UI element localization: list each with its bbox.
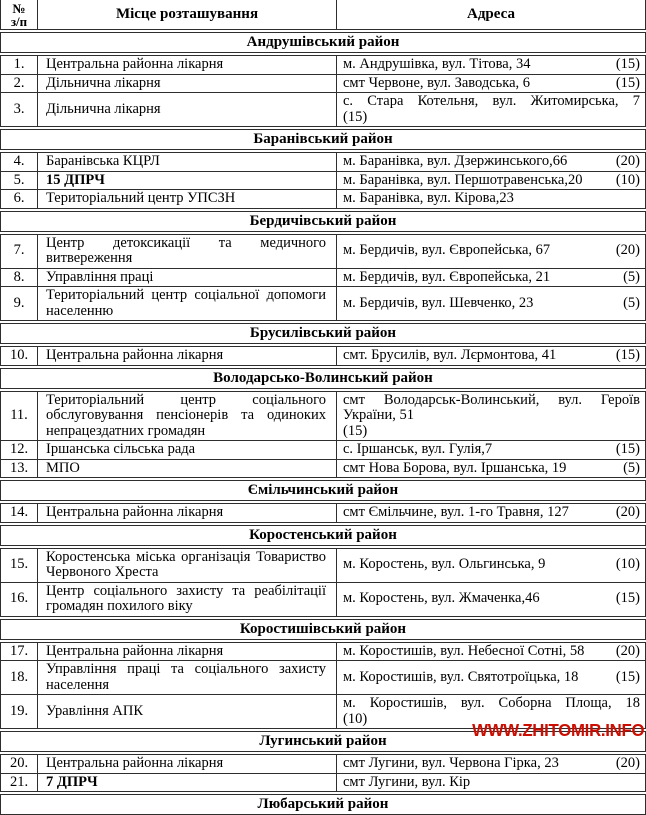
capacity: (20) (615, 504, 640, 520)
address-cell (337, 347, 645, 365)
table-row (1, 582, 645, 616)
address-text: м. Баранівка, вул. Кірова,23 (343, 190, 514, 206)
place-text: 7 ДПРЧ (46, 773, 98, 790)
place-text: Дільнична лікарня (46, 74, 161, 91)
address-cell (337, 460, 645, 478)
address-cell (337, 172, 645, 190)
address-cell (337, 774, 645, 792)
address-cell (337, 392, 645, 441)
watermark: WWW.ZHITOMIR.INFO (471, 720, 644, 740)
row-number-cell (1, 441, 38, 459)
place-text: Управління праці (46, 268, 154, 285)
place-cell (38, 190, 337, 208)
place-cell (38, 460, 337, 478)
capacity: (15) (343, 422, 368, 439)
table-row (1, 74, 645, 93)
table-header-row (0, 0, 646, 30)
place-cell (38, 643, 337, 661)
capacity: (10) (615, 556, 640, 573)
place-cell (38, 661, 337, 694)
address-cell (337, 56, 645, 74)
district-header: Любарський район (0, 794, 646, 815)
column-header-address: Адреса (467, 6, 515, 22)
address-cell (337, 269, 645, 287)
row-number: 20. (9, 755, 29, 771)
address-text: с. Іршанськ, вул. Гулія,7 (343, 441, 493, 457)
capacity: (20) (615, 755, 640, 771)
place-text: Баранівська КЦРЛ (46, 153, 160, 169)
district-header: Лугинський район (0, 731, 646, 752)
row-number: 11. (10, 407, 28, 423)
place-cell (38, 392, 337, 441)
place-text: Територіальний центр соціального обслуговування пенсіонерів та одиноких непрацездатних громадян (46, 391, 326, 439)
capacity: (15) (615, 590, 640, 607)
rows-group (0, 503, 646, 523)
table-row (1, 392, 645, 441)
row-number: 2. (13, 74, 25, 91)
place-cell (38, 695, 337, 728)
place-text: Центральна районна лікарня (46, 56, 224, 72)
district-header: Андрушівський район (0, 32, 646, 53)
place-text: Іршанська сільська рада (46, 441, 196, 457)
rows-group (0, 234, 646, 322)
rows-group (0, 346, 646, 366)
capacity: (15) (615, 74, 640, 91)
address-text: м. Баранівка, вул. Дзержинського,66 (343, 153, 568, 169)
address-cell (337, 153, 645, 171)
address-cell (337, 235, 645, 268)
table-row (1, 235, 645, 268)
table-row (1, 56, 645, 74)
address-text: м. Коростишів, вул. Святотроїцька, 18 (343, 668, 579, 685)
row-number: 3. (13, 100, 25, 117)
place-cell (38, 269, 337, 287)
place-text: Центральна районна лікарня (46, 347, 224, 363)
address-text: м. Коростишів, вул. Небесної Сотні, 58 (343, 642, 585, 659)
column-header-num-line2: з/п (10, 13, 28, 29)
address-text: смт Нова Борова, вул. Іршанська, 19 (343, 459, 567, 476)
district-header: Коростишівський район (0, 619, 646, 640)
row-number-cell (1, 347, 38, 365)
capacity: (20) (615, 242, 640, 259)
place-text: МПО (46, 459, 80, 476)
district-header: Бердичівський район (0, 211, 646, 232)
place-cell (38, 75, 337, 93)
place-cell (38, 347, 337, 365)
row-number-cell (1, 93, 38, 126)
address-text: м. Бердичів, вул. Європейська, 67 (343, 242, 551, 259)
table-row (1, 268, 645, 287)
address-text: м. Коростень, вул. Жмаченка,46 (343, 590, 540, 607)
address-cell (337, 441, 645, 459)
address-text: смт Ємільчине, вул. 1-го Травня, 127 (343, 504, 569, 520)
capacity: (15) (615, 441, 640, 457)
capacity: (10) (343, 710, 368, 727)
row-number: 15. (9, 556, 29, 573)
address-cell (337, 549, 645, 582)
table-row (1, 549, 645, 582)
rows-group (0, 55, 646, 127)
place-text: Центр детоксикації та медичного витвереження (46, 234, 326, 266)
row-number-cell (1, 269, 38, 287)
table-row (1, 459, 645, 478)
address-text: смт Лугини, вул. Кір (343, 773, 471, 790)
rows-group (0, 548, 646, 617)
row-number: 9. (13, 294, 25, 311)
row-number-cell (1, 504, 38, 522)
row-number-cell (1, 153, 38, 171)
row-number-cell (1, 695, 38, 728)
row-number-cell (1, 172, 38, 190)
address-text: смт Лугини, вул. Червона Гірка, 23 (343, 755, 559, 771)
place-cell (38, 549, 337, 582)
address-text: смт Червоне, вул. Заводська, 6 (343, 74, 531, 91)
district-header: Коростенський район (0, 525, 646, 546)
capacity: (15) (615, 56, 640, 72)
column-header-num-line1: № (12, 0, 26, 16)
place-cell (38, 56, 337, 74)
table-body (0, 32, 646, 815)
row-number-cell (1, 75, 38, 93)
table-row (1, 92, 645, 126)
address-text: смт. Брусилів, вул. Лєрмонтова, 41 (343, 347, 557, 363)
capacity: (15) (615, 668, 640, 685)
place-text: Центр соціального захисту та реабілітації громадян похилого віку (46, 582, 326, 614)
row-number: 17. (9, 642, 29, 659)
place-text: Центральна районна лікарня (46, 504, 224, 520)
row-number-cell (1, 643, 38, 661)
address-text: м. Баранівка, вул. Першотравенська,20 (343, 171, 583, 188)
place-cell (38, 774, 337, 792)
capacity: (15) (343, 108, 368, 125)
table-row (1, 286, 645, 320)
row-number-cell (1, 774, 38, 792)
capacity: (5) (623, 294, 640, 311)
row-number: 13. (9, 459, 29, 476)
row-number-cell (1, 235, 38, 268)
capacity: (20) (615, 153, 640, 169)
row-number: 18. (9, 668, 29, 685)
place-text: Територіальний центр соціальної допомоги населенню (46, 287, 326, 319)
row-number: 1. (13, 56, 25, 72)
table-row (1, 504, 645, 522)
address-cell (337, 643, 645, 661)
column-header-place: Місце розташування (38, 0, 337, 29)
row-number-cell (1, 392, 38, 441)
place-cell (38, 504, 337, 522)
row-number: 16. (9, 590, 29, 607)
table-row (1, 347, 645, 365)
place-cell (38, 93, 337, 126)
place-cell (38, 755, 337, 773)
row-number-cell (1, 460, 38, 478)
row-number: 7. (13, 242, 25, 259)
place-cell (38, 583, 337, 616)
row-number-cell (1, 190, 38, 208)
district-header: Ємільчинський район (0, 480, 646, 501)
place-text: Коростенська міська організація Товариство Червоного Хреста (46, 548, 326, 580)
rows-group (0, 152, 646, 209)
address-text: м. Коростишів, вул. Соборна Площа, 18 (343, 695, 640, 711)
capacity: (5) (623, 459, 640, 476)
table-row (1, 643, 645, 661)
district-header: Баранівський район (0, 129, 646, 150)
table-row (1, 660, 645, 694)
row-number: 6. (13, 190, 25, 206)
place-text: Центральна районна лікарня (46, 755, 224, 771)
column-header-num (1, 0, 38, 29)
address-text: с. Стара Котельня, вул. Житомирська, 7 (343, 93, 640, 109)
capacity: (20) (615, 642, 640, 659)
address-text: м. Коростень, вул. Ольгинська, 9 (343, 556, 546, 573)
row-number-cell (1, 755, 38, 773)
row-number-cell (1, 661, 38, 694)
rows-group (0, 754, 646, 792)
rows-group (0, 642, 646, 730)
place-cell (38, 287, 337, 320)
address-cell (337, 287, 645, 320)
place-cell (38, 153, 337, 171)
address-cell (337, 661, 645, 694)
row-number-cell (1, 549, 38, 582)
address-cell (337, 583, 645, 616)
address-cell (337, 93, 645, 126)
address-text: м. Бердичів, вул. Європейська, 21 (343, 268, 551, 285)
capacity: (10) (615, 171, 640, 188)
capacity: (15) (615, 347, 640, 363)
table-row (1, 189, 645, 208)
address-cell (337, 75, 645, 93)
table-row (1, 153, 645, 171)
table-row (1, 440, 645, 459)
address-text: м. Бердичів, вул. Шевченко, 23 (343, 294, 534, 311)
place-text: Дільнична лікарня (46, 100, 161, 117)
place-cell (38, 441, 337, 459)
row-number-cell (1, 56, 38, 74)
district-header: Володарсько-Волинський район (0, 368, 646, 389)
place-text: Управління праці та соціального захисту населення (46, 661, 326, 693)
rows-group (0, 391, 646, 479)
address-text: м. Андрушівка, вул. Тітова, 34 (343, 56, 531, 72)
table-row (1, 755, 645, 773)
row-number: 12. (9, 441, 29, 457)
place-text: Територіальний центр УПСЗН (46, 190, 236, 206)
address-cell (337, 190, 645, 208)
table-row (1, 773, 645, 792)
row-number: 14. (9, 504, 29, 520)
place-text: 15 ДПРЧ (46, 171, 105, 188)
row-number: 19. (9, 702, 29, 719)
row-number: 4. (13, 153, 25, 169)
district-header: Брусилівський район (0, 323, 646, 344)
row-number-cell (1, 287, 38, 320)
address-cell (337, 504, 645, 522)
address-cell (337, 755, 645, 773)
table-row (1, 171, 645, 190)
place-cell (38, 172, 337, 190)
row-number: 5. (13, 171, 25, 188)
capacity: (5) (623, 268, 640, 285)
row-number: 21. (9, 773, 29, 790)
place-text: Уравління АПК (46, 702, 144, 719)
row-number: 10. (9, 347, 29, 363)
place-cell (38, 235, 337, 268)
row-number: 8. (13, 268, 25, 285)
row-number-cell (1, 583, 38, 616)
address-text: смт Володарськ-Волинський, вул. Героїв України, 51 (343, 391, 640, 423)
place-text: Центральна районна лікарня (46, 642, 224, 659)
